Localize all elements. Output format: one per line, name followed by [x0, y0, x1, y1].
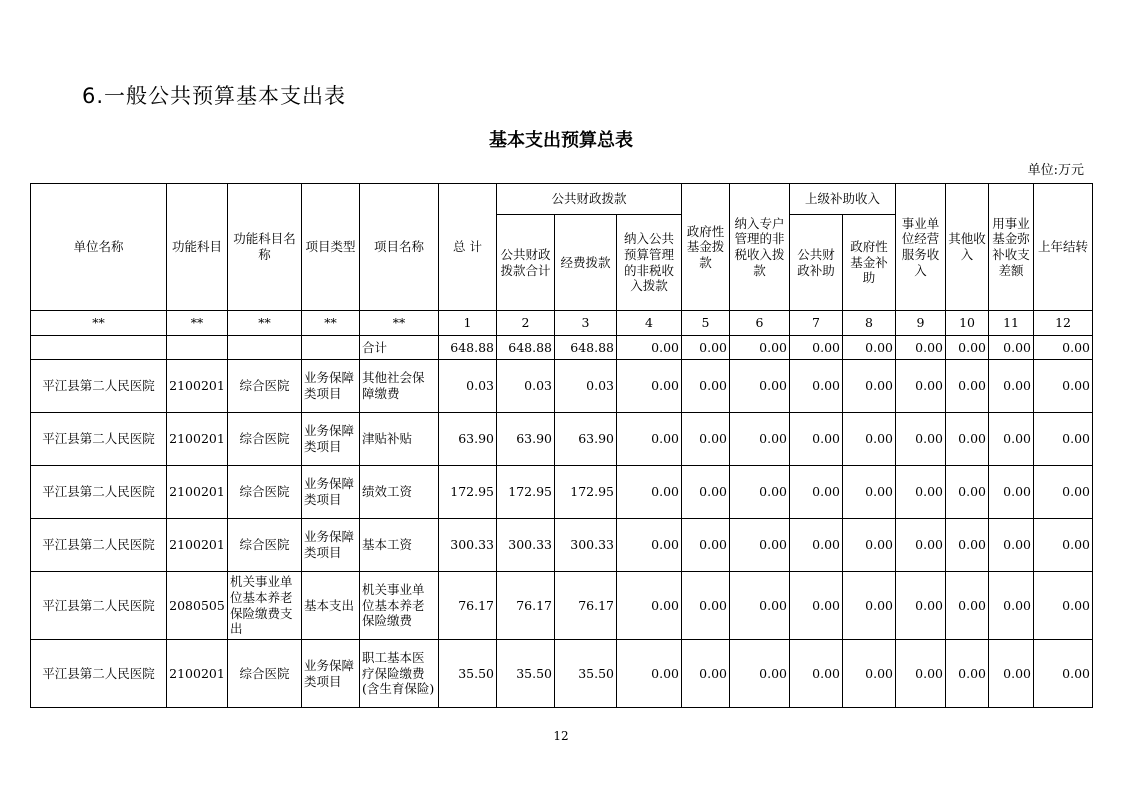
header-biz-income: 事业单位经营服务收入: [896, 184, 946, 311]
value-cell: 0.00: [1034, 413, 1093, 466]
header-proj-type: 项目类型: [302, 184, 360, 311]
value-cell: 0.00: [790, 466, 843, 519]
proj-name-cell: 机关事业单位基本养老保险缴费: [360, 572, 439, 640]
value-cell: 0.00: [989, 466, 1034, 519]
value-cell: 0.00: [682, 572, 730, 640]
header-special-nontax: 纳入专户管理的非税收入拨款: [730, 184, 790, 311]
proj-type-cell: 业务保障类项目: [302, 640, 360, 708]
unit-name-cell: 平江县第二人民医院: [31, 519, 167, 572]
budget-table: [30, 183, 1093, 708]
value-cell: 0.00: [730, 640, 790, 708]
col-num: **: [360, 311, 439, 336]
value-cell: 0.00: [1034, 640, 1093, 708]
header-gov-fund-aid: 政府性基金补助: [843, 215, 896, 311]
header-public-fin: 公共财政拨款: [497, 184, 682, 215]
table-row: [31, 360, 1093, 413]
header-other-income: 其他收入: [946, 184, 989, 311]
table-row: [31, 572, 1093, 640]
empty-cell: [228, 336, 302, 360]
func-name-cell: 综合医院: [228, 640, 302, 708]
value-cell: 0.00: [946, 360, 989, 413]
func-code-cell: 2100201: [167, 360, 228, 413]
header-fund-gap: 用事业基金弥补收支差额: [989, 184, 1034, 311]
col-num: 2: [497, 311, 555, 336]
value-cell: 0.00: [843, 640, 896, 708]
header-public-fin-aid: 公共财政补助: [790, 215, 843, 311]
unit-label: 单位:万元: [1027, 163, 1084, 178]
col-num: 6: [730, 311, 790, 336]
proj-type-cell: 业务保障类项目: [302, 360, 360, 413]
value-cell: 0.00: [843, 519, 896, 572]
proj-type-cell: 基本支出: [302, 572, 360, 640]
value-cell: 0.00: [790, 413, 843, 466]
value-cell: 0.00: [946, 466, 989, 519]
value-cell: 0.00: [617, 413, 682, 466]
value-cell: 0.00: [946, 413, 989, 466]
total-value: 0.00: [682, 336, 730, 360]
value-cell: 0.00: [730, 519, 790, 572]
value-cell: 35.50: [555, 640, 617, 708]
value-cell: 172.95: [555, 466, 617, 519]
value-cell: 63.90: [497, 413, 555, 466]
col-num: 10: [946, 311, 989, 336]
value-cell: 76.17: [439, 572, 497, 640]
header-func-name: 功能科目名称: [228, 184, 302, 311]
value-cell: 0.00: [1034, 360, 1093, 413]
value-cell: 0.00: [730, 360, 790, 413]
value-cell: 0.00: [730, 466, 790, 519]
value-cell: 0.00: [843, 360, 896, 413]
value-cell: 0.00: [843, 466, 896, 519]
func-code-cell: 2080505: [167, 572, 228, 640]
header-proj-name: 项目名称: [360, 184, 439, 311]
unit-name-cell: 平江县第二人民医院: [31, 572, 167, 640]
value-cell: 172.95: [439, 466, 497, 519]
total-value: 0.00: [790, 336, 843, 360]
column-number-row: [31, 311, 1093, 336]
value-cell: 63.90: [555, 413, 617, 466]
func-name-cell: 机关事业单位基本养老保险缴费支出: [228, 572, 302, 640]
unit-name-cell: 平江县第二人民医院: [31, 413, 167, 466]
table-row: [31, 413, 1093, 466]
table-row: [31, 466, 1093, 519]
func-name-cell: 综合医院: [228, 466, 302, 519]
value-cell: 0.00: [896, 519, 946, 572]
header-carryover: 上年结转: [1034, 184, 1093, 311]
value-cell: 0.00: [617, 360, 682, 413]
header-unit-name: 单位名称: [31, 184, 167, 311]
table-title: 基本支出预算总表: [489, 130, 633, 151]
value-cell: 0.00: [896, 466, 946, 519]
total-value: 0.00: [617, 336, 682, 360]
unit-name-cell: 平江县第二人民医院: [31, 360, 167, 413]
value-cell: 63.90: [439, 413, 497, 466]
value-cell: 0.00: [682, 519, 730, 572]
proj-name-cell: 基本工资: [360, 519, 439, 572]
proj-name-cell: 津贴补贴: [360, 413, 439, 466]
col-num: 7: [790, 311, 843, 336]
value-cell: 0.00: [790, 360, 843, 413]
total-value: 0.00: [843, 336, 896, 360]
col-num: **: [302, 311, 360, 336]
total-value: 0.00: [1034, 336, 1093, 360]
value-cell: 0.00: [989, 413, 1034, 466]
value-cell: 0.00: [896, 360, 946, 413]
value-cell: 0.00: [790, 640, 843, 708]
func-name-cell: 综合医院: [228, 413, 302, 466]
page-number: 12: [553, 729, 569, 743]
value-cell: 0.00: [1034, 572, 1093, 640]
total-value: 648.88: [497, 336, 555, 360]
value-cell: 35.50: [439, 640, 497, 708]
func-code-cell: 2100201: [167, 519, 228, 572]
empty-cell: [302, 336, 360, 360]
value-cell: 0.03: [439, 360, 497, 413]
col-num: 1: [439, 311, 497, 336]
total-value: 648.88: [555, 336, 617, 360]
value-cell: 0.00: [989, 640, 1034, 708]
value-cell: 0.00: [790, 572, 843, 640]
total-value: 648.88: [439, 336, 497, 360]
value-cell: 0.00: [946, 519, 989, 572]
value-cell: 0.00: [896, 640, 946, 708]
col-num: 8: [843, 311, 896, 336]
empty-cell: [31, 336, 167, 360]
value-cell: 0.00: [989, 360, 1034, 413]
value-cell: 0.00: [682, 413, 730, 466]
proj-name-cell: 绩效工资: [360, 466, 439, 519]
value-cell: 0.00: [730, 413, 790, 466]
value-cell: 300.33: [439, 519, 497, 572]
proj-type-cell: 业务保障类项目: [302, 466, 360, 519]
value-cell: 0.00: [682, 466, 730, 519]
value-cell: 0.00: [617, 519, 682, 572]
proj-type-cell: 业务保障类项目: [302, 413, 360, 466]
value-cell: 0.00: [790, 519, 843, 572]
unit-name-cell: 平江县第二人民医院: [31, 466, 167, 519]
value-cell: 0.00: [1034, 466, 1093, 519]
total-row: [31, 336, 1093, 360]
func-name-cell: 综合医院: [228, 519, 302, 572]
total-label: 合计: [360, 336, 439, 360]
col-num: 5: [682, 311, 730, 336]
value-cell: 0.00: [1034, 519, 1093, 572]
section-title: 6.一般公共预算基本支出表: [82, 84, 347, 108]
col-num: 9: [896, 311, 946, 336]
table-row: [31, 640, 1093, 708]
value-cell: 172.95: [497, 466, 555, 519]
value-cell: 0.00: [682, 640, 730, 708]
value-cell: 0.00: [946, 572, 989, 640]
proj-name-cell: 职工基本医疗保险缴费(含生育保险): [360, 640, 439, 708]
func-code-cell: 2100201: [167, 466, 228, 519]
value-cell: 0.03: [555, 360, 617, 413]
col-num: 3: [555, 311, 617, 336]
func-code-cell: 2100201: [167, 413, 228, 466]
value-cell: 300.33: [497, 519, 555, 572]
value-cell: 0.00: [946, 640, 989, 708]
value-cell: 0.00: [896, 413, 946, 466]
col-num: 4: [617, 311, 682, 336]
func-name-cell: 综合医院: [228, 360, 302, 413]
value-cell: 0.00: [617, 572, 682, 640]
func-code-cell: 2100201: [167, 640, 228, 708]
header-nontax-public: 纳入公共预算管理的非税收入拨款: [617, 215, 682, 311]
value-cell: 0.00: [843, 572, 896, 640]
table-row: [31, 519, 1093, 572]
value-cell: 0.00: [682, 360, 730, 413]
value-cell: 0.00: [896, 572, 946, 640]
proj-type-cell: 业务保障类项目: [302, 519, 360, 572]
total-value: 0.00: [989, 336, 1034, 360]
value-cell: 0.00: [617, 640, 682, 708]
proj-name-cell: 其他社会保障缴费: [360, 360, 439, 413]
header-gov-fund: 政府性基金拨款: [682, 184, 730, 311]
col-num: **: [228, 311, 302, 336]
header-public-fin-sub: 公共财政拨款合计: [497, 215, 555, 311]
unit-name-cell: 平江县第二人民医院: [31, 640, 167, 708]
value-cell: 0.00: [617, 466, 682, 519]
value-cell: 76.17: [497, 572, 555, 640]
header-funding: 经费拨款: [555, 215, 617, 311]
value-cell: 0.03: [497, 360, 555, 413]
empty-cell: [167, 336, 228, 360]
value-cell: 0.00: [989, 572, 1034, 640]
value-cell: 0.00: [730, 572, 790, 640]
col-num: **: [31, 311, 167, 336]
total-value: 0.00: [896, 336, 946, 360]
header-superior-sub: 上级补助收入: [790, 184, 896, 215]
value-cell: 76.17: [555, 572, 617, 640]
value-cell: 0.00: [843, 413, 896, 466]
value-cell: 35.50: [497, 640, 555, 708]
header-total: 总 计: [439, 184, 497, 311]
total-value: 0.00: [730, 336, 790, 360]
header-func-code: 功能科目: [167, 184, 228, 311]
col-num: 11: [989, 311, 1034, 336]
col-num: 12: [1034, 311, 1093, 336]
value-cell: 300.33: [555, 519, 617, 572]
value-cell: 0.00: [989, 519, 1034, 572]
col-num: **: [167, 311, 228, 336]
total-value: 0.00: [946, 336, 989, 360]
